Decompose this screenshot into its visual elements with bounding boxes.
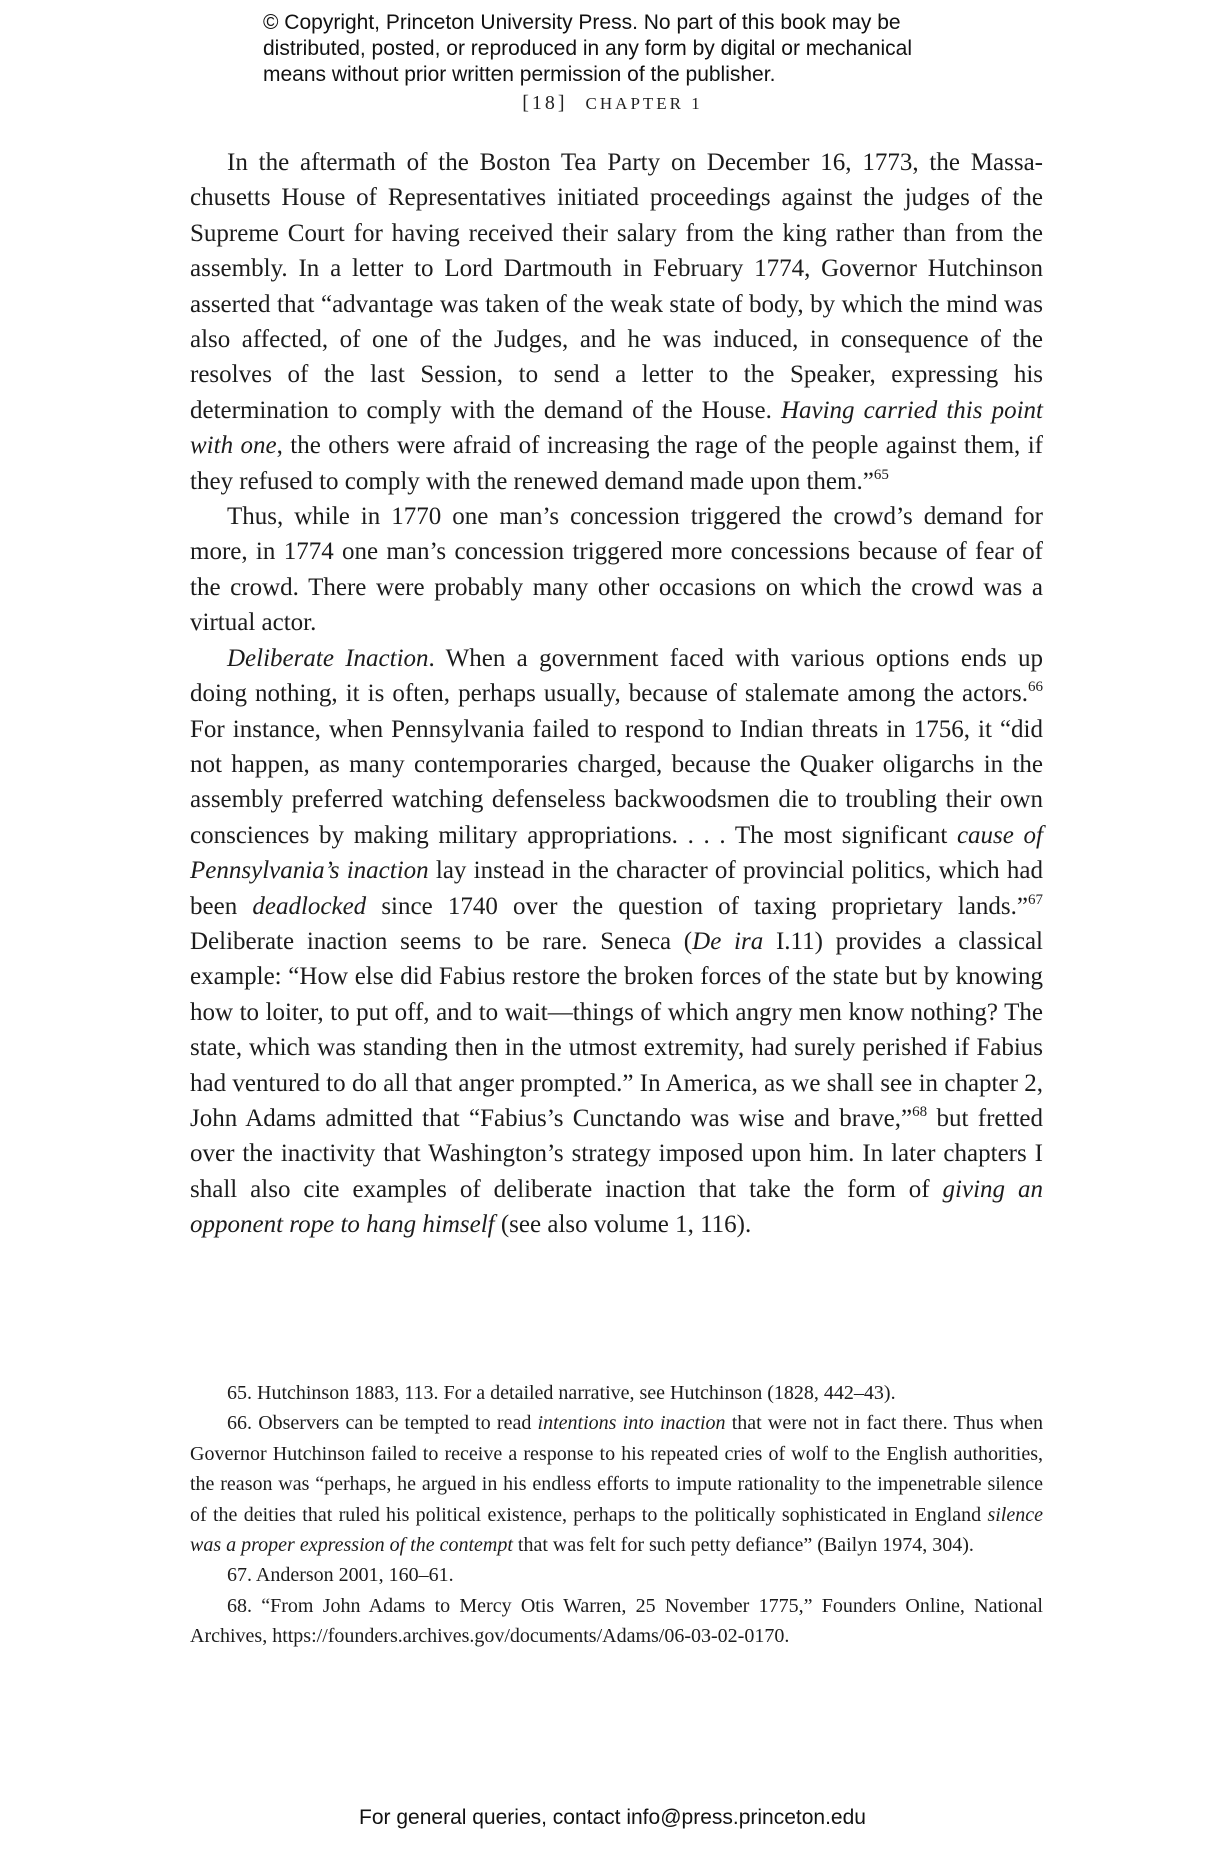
footnote-68: 68. “From John Adams to Mercy Otis Warren, 25 November 1775,” Founders Online, National Archives, https://founders.archives.gov/documents/Adams/06-03-02-0170. [190, 1594, 1043, 1648]
paragraph: Thus, while in 1770 one man’s concession triggered the crowd’s demand for more, in 1774 one man’s concession triggered more concessions because of fear of the crowd. There were probably many other occasions on which the crowd was a virtual actor. [190, 503, 1043, 637]
page-number: [18] [522, 92, 568, 114]
chapter-label: CHAPTER 1 [585, 94, 703, 113]
main-text [190, 145, 1043, 1243]
paragraph: Deliberate Inaction. When a government faced with various options ends up doing nothing, it is often, perhaps usually, because of stalemate among the actors.$^{66}$ For instance, when Pennsylvania failed to respond to Indian threats in 1756, it “did not happen, as many contemporaries charged, because the Quaker oligarchs in the assembly preferred watching defenseless backwoodsmen die to troubling their own consciences by making military appropriations. . . . The most significant cause of Pennsylvania’s inaction lay instead in the character of provincial politics, which had been deadlocked since 1740 over the question of taxing proprietary lands.”$^{67}$ Deliberate inaction seems to be rare. Seneca (De ira I.11) provides a classical example: “How else did Fabius restore the broken forces of the state but by knowing how to loiter, to put off, and to wait—things of which angry men know nothing? The state, which was standing then in the utmost extremity, had surely perished if Fabius had ventured to do all that anger prompted.” In America, as we shall see in chapter 2, John Adams admitted that “Fabius’s Cunctando was wise and brave,”$^{68}$ but fretted over the inactivity that Washington’s strategy imposed upon him. In later chapters I shall also cite examples of deliberate inaction that take the form of giving an opponent rope to hang himself (see also volume 1, 116). [190, 644, 1044, 1239]
footnote-ref[interactable]: 66 [1028, 679, 1043, 696]
footnote-ref[interactable]: 67 [1028, 891, 1043, 908]
footnote-ref[interactable]: 65 [873, 466, 889, 483]
footnote-67: 67. Anderson 2001, 160–61. [227, 1564, 454, 1587]
emphasis: Having carried this point with one [190, 396, 1043, 460]
paragraph: In the aftermath of the Boston Tea Party on December 16, 1773, the Massachusetts House of Representatives initiated proceedings against the judges of the Supreme Court for having received their salary from the king rather than from the assembly. In a letter to Lord Dartmouth in February 1774, Governor Hutchinson asserted that “advantage was taken of the weak state of body, by which the mind was also affected, of one of the Judges, and he was induced, in consequence of the resolves of the last Session, to send a letter to the Speaker, expressing his determination to comply with the demand of the House. Having carried this point with one, the others were afraid of increasing the rage of the people against them, if they refused to comply with the renewed demand made upon them.”$^{65}$ [190, 149, 1043, 495]
section-run-in-heading: Deliberate Inaction [227, 644, 429, 672]
footnote-66: 66. Observers can be tempted to read intentions into inaction that were not in fact there. Thus when Governor Hutchinson failed to receive a response to his repeated cries of wolf to the English authorities, the reason was “perhaps, he argued in his endless efforts to impute rationality to the impenetrable silence of the deities that ruled his political existence, perhaps to the politically sophisticated in England silence was a proper expression of the contempt that was felt for such petty defiance” (Bailyn 1974, 304). [190, 1412, 1044, 1557]
copyright-notice [263, 10, 963, 88]
copyright-line: means without prior written permission of the publisher. [263, 63, 776, 86]
emphasis: cause of Pennsylvania’s inaction [190, 821, 1043, 885]
footnote-65: 65. Hutchinson 1883, 113. For a detailed narrative, see Hutchinson (1828, 442–43). [227, 1382, 896, 1404]
copyright-line: distributed, posted, or reproduced in any form by digital or mechanical [263, 37, 913, 60]
footer-contact: For general queries, contact info@press.princeton.edu [359, 1806, 866, 1829]
footnotes [190, 1378, 1043, 1652]
footnote-ref[interactable]: 68 [912, 1103, 928, 1120]
running-head [0, 92, 1225, 115]
emphasis: De ira [692, 927, 764, 955]
copyright-line: © Copyright, Princeton University Press. No part of this book may be [263, 11, 901, 34]
emphasis: giving an opponent rope to hang himself [190, 1175, 1043, 1239]
emphasis: intentions into inaction [537, 1412, 726, 1435]
emphasis: silence was a proper expression of the contempt [190, 1503, 1043, 1557]
emphasis: deadlocked [252, 892, 367, 920]
